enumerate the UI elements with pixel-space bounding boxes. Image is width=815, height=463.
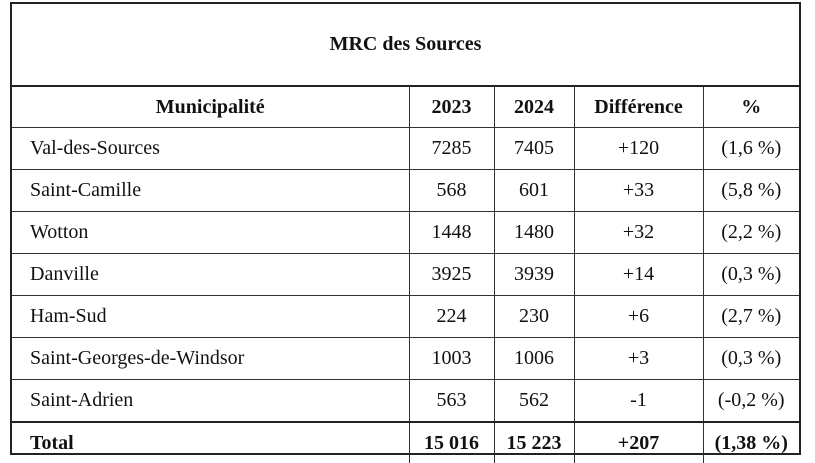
total-value-2024-cell: 15 223: [494, 422, 574, 463]
percent-cell: (1,6 %): [703, 128, 799, 170]
percent-cell: (2,7 %): [703, 296, 799, 338]
table-row: [12, 170, 799, 212]
percent-cell: (2,2 %): [703, 212, 799, 254]
table-row: [12, 296, 799, 338]
header-municipalite: Municipalité: [12, 87, 409, 128]
percent-cell: (5,8 %): [703, 170, 799, 212]
table-row: [12, 254, 799, 296]
total-value-2023-cell: 15 016: [409, 422, 494, 463]
table-row: [12, 212, 799, 254]
municipality-cell: Val-des-Sources: [12, 128, 409, 170]
municipality-cell: Saint-Camille: [12, 170, 409, 212]
value-2024-cell: 3939: [494, 254, 574, 296]
value-2023-cell: 1003: [409, 338, 494, 380]
value-2023-cell: 3925: [409, 254, 494, 296]
municipality-cell: Ham-Sud: [12, 296, 409, 338]
table-row: [12, 380, 799, 423]
value-2024-cell: 601: [494, 170, 574, 212]
difference-cell: +3: [574, 338, 703, 380]
value-2023-cell: 568: [409, 170, 494, 212]
value-2023-cell: 7285: [409, 128, 494, 170]
total-difference-cell: +207: [574, 422, 703, 463]
value-2024-cell: 1480: [494, 212, 574, 254]
value-2023-cell: 224: [409, 296, 494, 338]
header-2024: 2024: [494, 87, 574, 128]
table-row: [12, 338, 799, 380]
value-2024-cell: 1006: [494, 338, 574, 380]
municipality-cell: Danville: [12, 254, 409, 296]
value-2024-cell: 7405: [494, 128, 574, 170]
value-2024-cell: 562: [494, 380, 574, 423]
percent-cell: (0,3 %): [703, 254, 799, 296]
municipality-cell: Saint-Adrien: [12, 380, 409, 423]
header-percent: %: [703, 87, 799, 128]
percent-cell: (0,3 %): [703, 338, 799, 380]
difference-cell: +33: [574, 170, 703, 212]
municipality-cell: Wotton: [12, 212, 409, 254]
table-title: MRC des Sources: [12, 4, 799, 87]
municipality-cell: Saint-Georges-de-Windsor: [12, 338, 409, 380]
value-2023-cell: 563: [409, 380, 494, 423]
table-row: [12, 128, 799, 170]
header-2023: 2023: [409, 87, 494, 128]
percent-cell: (-0,2 %): [703, 380, 799, 423]
total-label: Total: [12, 422, 409, 463]
difference-cell: +32: [574, 212, 703, 254]
value-2023-cell: 1448: [409, 212, 494, 254]
difference-cell: +14: [574, 254, 703, 296]
total-percent-cell: (1,38 %): [703, 422, 799, 463]
difference-cell: +120: [574, 128, 703, 170]
header-row: [12, 87, 799, 128]
value-2024-cell: 230: [494, 296, 574, 338]
difference-cell: +6: [574, 296, 703, 338]
header-difference: Différence: [574, 87, 703, 128]
population-table: [12, 87, 799, 463]
difference-cell: -1: [574, 380, 703, 423]
total-row: [12, 422, 799, 463]
table-frame: [10, 2, 801, 455]
